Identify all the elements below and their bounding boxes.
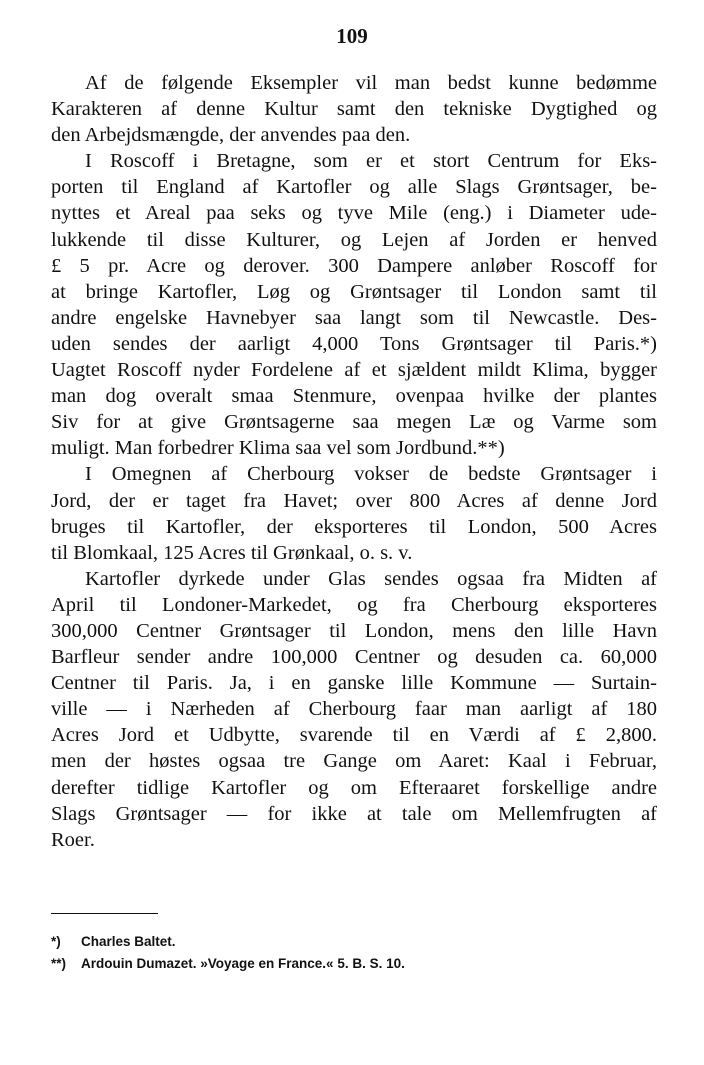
text-line: Roer. (51, 828, 95, 851)
footnote (51, 931, 671, 953)
footnote (51, 953, 671, 975)
text-line: April til Londoner-Markedet, og fra Cherbourg eksporteres (51, 593, 657, 616)
text-line: I Omegnen af Cherbourg vokser de bedste Grøntsager i (85, 463, 657, 486)
footnote-divider (51, 913, 158, 914)
text-line: Jord, der er taget fra Havet; over 800 Acres af denne Jord (51, 489, 657, 512)
text-line: 300,000 Centner Grøntsager til London, mens den lille Havn (51, 619, 657, 642)
text-line: til Blomkaal, 125 Acres til Grønkaal, o. s. v. (51, 541, 413, 564)
text-line: £ 5 pr. Acre og derover. 300 Dampere anløber Roscoff for (51, 254, 657, 277)
text-line: muligt. Man forbedrer Klima saa vel som Jordbund.**) (51, 437, 505, 460)
footnotes (51, 931, 671, 975)
text-line: ville — i Nærheden af Cherbourg faar man aarligt af 180 (51, 698, 657, 721)
footnote-mark: *) (51, 934, 61, 949)
text-line: lukkende til disse Kulturer, og Lejen af Jorden er henved (51, 228, 657, 251)
text-line: I Roscoff i Bretagne, som er et stort Centrum for Eks- (85, 150, 657, 173)
footnote-text: Ardouin Dumazet. »Voyage en France.« 5. B. S. 10. (81, 956, 405, 971)
text-line: Kartofler dyrkede under Glas sendes ogsaa fra Midten af (85, 567, 657, 590)
text-line: Centner til Paris. Ja, i en ganske lille Kommune — Surtain- (51, 672, 657, 695)
text-line: man dog overalt smaa Stenmure, ovenpaa hvilke der plantes (51, 385, 657, 408)
footnote-text: Charles Baltet. (81, 934, 176, 949)
text-line: Siv for at give Grøntsagerne saa megen Læ og Varme som (51, 411, 657, 434)
text-line: Karakteren af denne Kultur samt den tekniske Dygtighed og (51, 98, 657, 121)
text-line: Acres Jord et Udbytte, svarende til en Værdi af £ 2,800. (51, 724, 657, 747)
text-line: bruges til Kartofler, der eksporteres til London, 500 Acres (51, 515, 657, 538)
text-line: men der høstes ogsaa tre Gange om Aaret: Kaal i Februar, (51, 750, 657, 773)
text-line: Uagtet Roscoff nyder Fordelene af et sjældent mildt Klima, bygger (51, 359, 657, 382)
text-line: derefter tidlige Kartofler og om Efteraaret forskellige andre (51, 776, 657, 799)
text-line: porten til England af Kartofler og alle Slags Grøntsager, be- (51, 176, 657, 199)
text-line: Slags Grøntsager — for ikke at tale om Mellemfrugten af (51, 802, 657, 825)
body-text (51, 70, 657, 853)
page-number: 109 (336, 24, 368, 48)
text-line: uden sendes der aarligt 4,000 Tons Grøntsager til Paris.*) (51, 332, 657, 355)
text-line: den Arbejdsmængde, der anvendes paa den. (51, 124, 411, 147)
text-line: at bringe Kartofler, Løg og Grøntsager til London samt til (51, 280, 657, 303)
footnote-mark: **) (51, 956, 67, 971)
text-line: Af de følgende Eksempler vil man bedst kunne bedømme (85, 72, 657, 94)
text-line: andre engelske Havnebyer saa langt som til Newcastle. Des- (51, 306, 657, 329)
text-line: nyttes et Areal paa seks og tyve Mile (eng.) i Diameter ude- (51, 202, 657, 225)
text-line: Barfleur sender andre 100,000 Centner og desuden ca. 60,000 (51, 646, 657, 669)
